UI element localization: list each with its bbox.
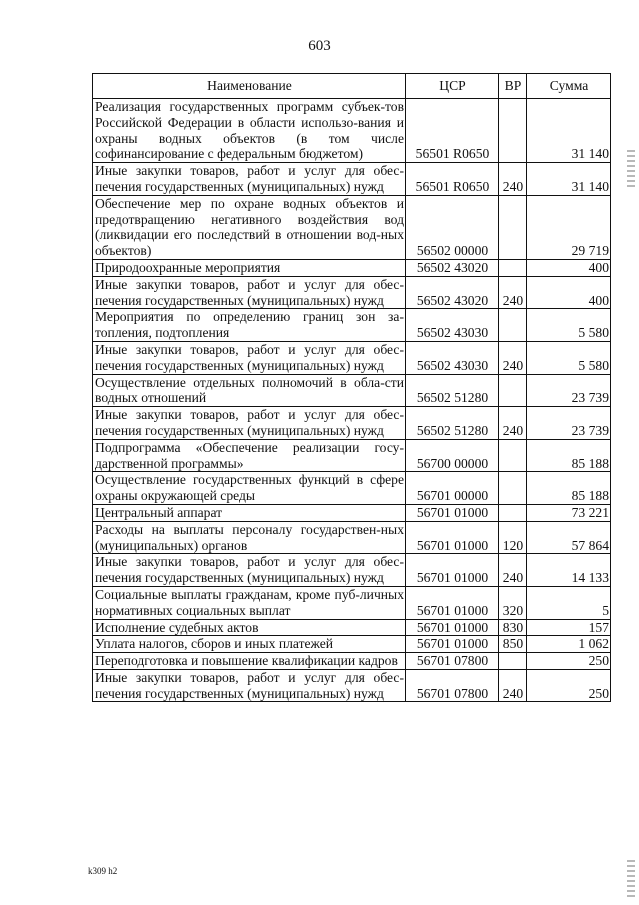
row-sum-cell: 400 xyxy=(527,259,611,276)
table-row xyxy=(93,636,611,653)
row-vr-cell: 240 xyxy=(499,163,527,196)
table-row xyxy=(93,653,611,670)
row-csr-cell: 56502 51280 xyxy=(406,407,499,440)
row-vr-cell xyxy=(499,472,527,505)
table-row xyxy=(93,276,611,309)
row-name-cell: Переподготовка и повышение квалификации кадров xyxy=(93,653,406,670)
column-header-vr: ВР xyxy=(499,74,527,99)
row-sum-cell: 85 188 xyxy=(527,472,611,505)
row-name-cell: Подпрограмма «Обеспечение реализации госу-дарственной программы» xyxy=(93,439,406,472)
row-sum-cell: 157 xyxy=(527,619,611,636)
column-header-sum: Сумма xyxy=(527,74,611,99)
table-row xyxy=(93,554,611,587)
table-row xyxy=(93,163,611,196)
row-name-cell: Мероприятия по определению границ зон за-топления, подтопления xyxy=(93,309,406,342)
row-vr-cell: 240 xyxy=(499,276,527,309)
table-row xyxy=(93,586,611,619)
row-name-cell: Социальные выплаты гражданам, кроме пуб-личных нормативных социальных выплат xyxy=(93,586,406,619)
scan-edge-mark xyxy=(627,860,635,898)
row-vr-cell: 240 xyxy=(499,341,527,374)
row-csr-cell: 56701 01000 xyxy=(406,554,499,587)
row-csr-cell: 56701 01000 xyxy=(406,586,499,619)
row-name-cell: Расходы на выплаты персоналу государствен-ных (муниципальных) органов xyxy=(93,521,406,554)
column-header-name: Наименование xyxy=(93,74,406,99)
row-name-cell: Иные закупки товаров, работ и услуг для обес-печения государственных (муниципальных) нужд xyxy=(93,407,406,440)
row-csr-cell: 56700 00000 xyxy=(406,439,499,472)
table-row xyxy=(93,309,611,342)
row-csr-cell: 56701 01000 xyxy=(406,521,499,554)
row-name-cell: Иные закупки товаров, работ и услуг для обес-печения государственных (муниципальных) нужд xyxy=(93,669,406,702)
row-name-cell: Иные закупки товаров, работ и услуг для обес-печения государственных (муниципальных) нужд xyxy=(93,276,406,309)
row-sum-cell: 14 133 xyxy=(527,554,611,587)
row-sum-cell: 85 188 xyxy=(527,439,611,472)
table-row xyxy=(93,407,611,440)
row-name-cell: Исполнение судебных актов xyxy=(93,619,406,636)
row-name-cell: Реализация государственных программ субъек-тов Российской Федерации в области использо-вания и охраны водных объектов (в том числе софинансирование с федеральным бюджетом) xyxy=(93,99,406,163)
row-sum-cell: 1 062 xyxy=(527,636,611,653)
table-row xyxy=(93,504,611,521)
footer-code: k309 h2 xyxy=(88,866,118,876)
row-name-cell: Центральный аппарат xyxy=(93,504,406,521)
row-sum-cell: 31 140 xyxy=(527,163,611,196)
row-vr-cell: 240 xyxy=(499,669,527,702)
row-csr-cell: 56502 43030 xyxy=(406,309,499,342)
row-name-cell: Осуществление государственных функций в сфере охраны окружающей среды xyxy=(93,472,406,505)
table-row xyxy=(93,374,611,407)
row-sum-cell: 5 580 xyxy=(527,341,611,374)
row-csr-cell: 56502 51280 xyxy=(406,374,499,407)
row-sum-cell: 57 864 xyxy=(527,521,611,554)
row-name-cell: Иные закупки товаров, работ и услуг для обес-печения государственных (муниципальных) нужд xyxy=(93,554,406,587)
scan-edge-mark xyxy=(627,150,635,188)
row-sum-cell: 5 xyxy=(527,586,611,619)
row-sum-cell: 400 xyxy=(527,276,611,309)
row-vr-cell xyxy=(499,653,527,670)
row-vr-cell xyxy=(499,99,527,163)
row-sum-cell: 29 719 xyxy=(527,195,611,259)
row-vr-cell xyxy=(499,439,527,472)
page-number: 603 xyxy=(308,38,331,54)
row-vr-cell xyxy=(499,259,527,276)
row-sum-cell: 250 xyxy=(527,669,611,702)
table-row xyxy=(93,521,611,554)
table-row xyxy=(93,619,611,636)
row-csr-cell: 56701 07800 xyxy=(406,653,499,670)
row-sum-cell: 73 221 xyxy=(527,504,611,521)
row-csr-cell: 56701 07800 xyxy=(406,669,499,702)
table-body xyxy=(93,99,611,702)
table-row xyxy=(93,472,611,505)
table-row xyxy=(93,195,611,259)
row-name-cell: Иные закупки товаров, работ и услуг для обес-печения государственных (муниципальных) нужд xyxy=(93,341,406,374)
row-sum-cell: 23 739 xyxy=(527,374,611,407)
row-csr-cell: 56701 01000 xyxy=(406,504,499,521)
row-name-cell: Природоохранные мероприятия xyxy=(93,259,406,276)
row-name-cell: Уплата налогов, сборов и иных платежей xyxy=(93,636,406,653)
row-vr-cell: 240 xyxy=(499,554,527,587)
row-csr-cell: 56502 43020 xyxy=(406,276,499,309)
row-sum-cell: 5 580 xyxy=(527,309,611,342)
row-name-cell: Иные закупки товаров, работ и услуг для обес-печения государственных (муниципальных) нужд xyxy=(93,163,406,196)
row-sum-cell: 250 xyxy=(527,653,611,670)
row-vr-cell: 120 xyxy=(499,521,527,554)
table-header-row xyxy=(93,74,611,99)
budget-table xyxy=(92,73,611,702)
row-sum-cell: 23 739 xyxy=(527,407,611,440)
row-csr-cell: 56501 R0650 xyxy=(406,163,499,196)
row-name-cell: Осуществление отдельных полномочий в обла-сти водных отношений xyxy=(93,374,406,407)
row-csr-cell: 56502 00000 xyxy=(406,195,499,259)
row-vr-cell: 830 xyxy=(499,619,527,636)
row-vr-cell xyxy=(499,309,527,342)
column-header-csr: ЦСР xyxy=(406,74,499,99)
row-csr-cell: 56502 43030 xyxy=(406,341,499,374)
table-row xyxy=(93,99,611,163)
table-row xyxy=(93,259,611,276)
row-vr-cell: 850 xyxy=(499,636,527,653)
row-vr-cell: 320 xyxy=(499,586,527,619)
row-vr-cell xyxy=(499,504,527,521)
row-csr-cell: 56701 01000 xyxy=(406,636,499,653)
table-row xyxy=(93,669,611,702)
row-vr-cell xyxy=(499,374,527,407)
row-vr-cell: 240 xyxy=(499,407,527,440)
row-sum-cell: 31 140 xyxy=(527,99,611,163)
row-csr-cell: 56501 R0650 xyxy=(406,99,499,163)
row-name-cell: Обеспечение мер по охране водных объектов и предотвращению негативного воздействия вод (ликвидации его последствий в отношении вод-ных объектов) xyxy=(93,195,406,259)
row-csr-cell: 56502 43020 xyxy=(406,259,499,276)
table-row xyxy=(93,341,611,374)
row-csr-cell: 56701 00000 xyxy=(406,472,499,505)
row-csr-cell: 56701 01000 xyxy=(406,619,499,636)
table-row xyxy=(93,439,611,472)
row-vr-cell xyxy=(499,195,527,259)
